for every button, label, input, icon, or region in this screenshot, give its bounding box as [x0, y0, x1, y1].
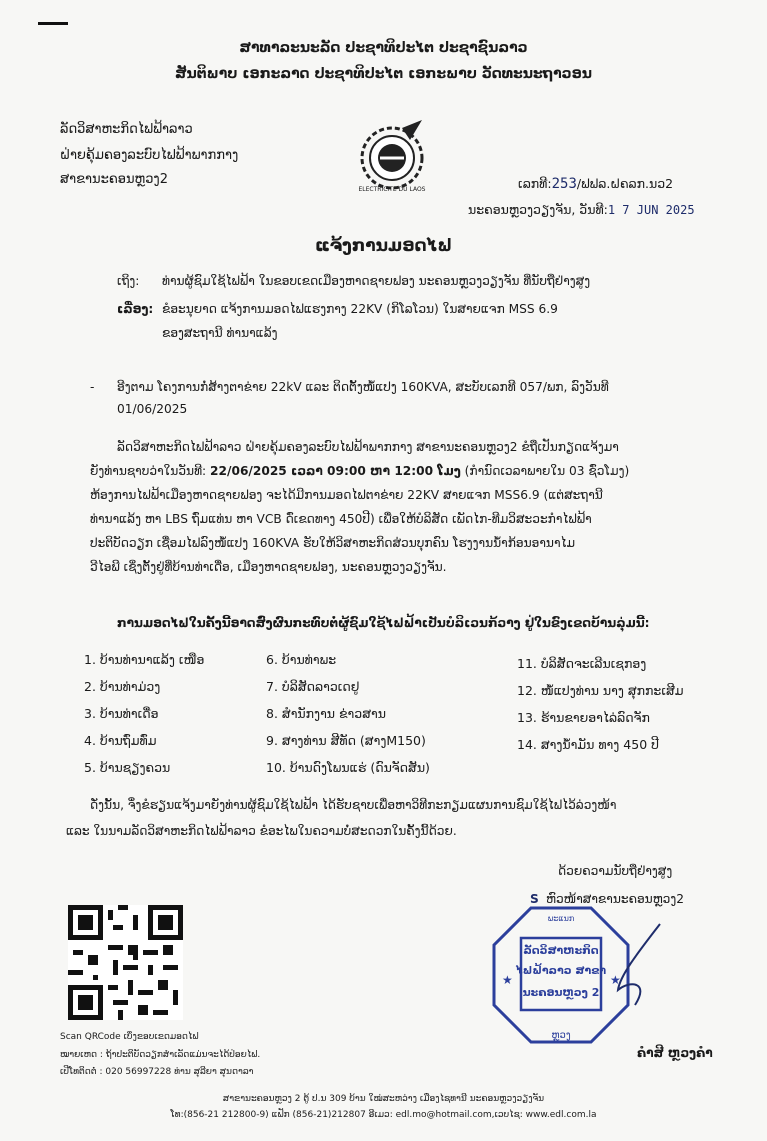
footer-contact: ໂທ:(856-21 212800-9) ແຟັກ (856-21)212807 ອີເມວ: edl.mo@hotmail.com,ເວບໄຊ: www.edl.com.la	[170, 1110, 597, 1120]
list-item: 10. ບ້ານດົງໂພນແຮ່ (ດົນຈັດສັນ)	[266, 760, 430, 775]
svg-text:★: ★	[502, 973, 513, 987]
qr-note-contact: ເປີໂທຕິດຕໍ່ : 020 56997228 ທ່ານ ສຸລີຍາ ສຸນດາລາ	[60, 1067, 254, 1077]
subject-line1: ຂໍອະນຸຍາດ ແຈ້ງການມອດໄຟແຮງກາງ 22KV (ກິໂລໂວນ) ໃນສາຍແຈກ MSS 6.9	[162, 302, 558, 316]
list-item: 6. ບ້ານທ່າພະ	[266, 652, 337, 667]
to-text: ທ່ານຜູ້ຊົມໃຊ້ໄຟຟ້າ ໃນຂອບເຂດເມືອງຫາດຊາຍຟອງ ນະຄອນຫຼວງວຽງຈັນ ທີ່ນັບຖືຢ່າງສູງ	[162, 274, 591, 288]
footer-address: ສາຂານະຄອນຫຼວງ 2 ຕູ້ ປ.ນ 309 ບ້ານ ໃໝ່ສະຫວ່າງ ເມືອງໄຊທານີ ນະຄອນຫຼວງວຽງຈັນ	[222, 1094, 545, 1104]
list-item: 1. ບ້ານທ່ານາແລ້ງ ເໜືອ	[84, 652, 205, 667]
org-department: ຝ່າຍຄຸ້ມຄອງລະບົບໄຟຟ້າພາກກາງ	[60, 148, 239, 163]
signatory-mark: S	[530, 892, 539, 906]
logo-caption: ELECTRICITE DU LAOS	[358, 186, 426, 193]
list-item: 8. ສໍານັກງານ ຂ່າວສານ	[266, 706, 386, 721]
org-name: ລັດວິສາຫະກິດໄຟຟ້າລາວ	[60, 122, 193, 137]
body-line5: ປະຕິບັດວຽກ ເຊື່ອມໄຟລົງໜໍ້ແປງ 160KVA ຮັບໃຫ້ວິສາຫະກິດສ່ວນບຸກຄົນ ໂຮງງານນໍ້າກ້ອນອານາໄມ	[90, 536, 576, 550]
list-item: 7. ບໍລິສັດລາວເດຢູ	[266, 679, 360, 694]
qr-note-remark: ໝາຍເຫດ : ຖ້າປະຕິບັດວຽກສໍາເລັດແມ່ນຈະໄດ້ປ່ອຍໄຟ.	[60, 1050, 261, 1060]
body-line2-start: ຍັງທ່ານຊາບວ່າໃນວັນທີ:	[90, 464, 211, 478]
basis-bullet: -	[90, 380, 95, 394]
reference-suffix: /ຟຟລ.ຝຄລກ.ນວ2	[576, 176, 674, 191]
national-header-line1: ສາທາລະນະລັດ ປະຊາທິປະໄຕ ປະຊາຊົນລາວ	[239, 40, 528, 56]
affected-heading: ການມອດໄຟໃນຄັ້ງນີ້ອາດສົ່ງຜົນກະທົບຕໍ່ຜູ້ຊົມໃຊ້ໄຟຟ້າເປັນບໍລິເວນກ້ວາງ ຢູ່ໃນຂົງເຂດບ້ານລຸ່ມນີ້:	[117, 616, 650, 630]
body-line6: ວີໄອພີ ເຊິ່ງຕັ້ງຢູ່ທີ່ບ້ານທ່າເດື່ອ, ເມືອງຫາດຊາຍຟອງ, ນະຄອນຫຼວງວຽງຈັນ.	[90, 560, 447, 574]
closing-line2: ແລະ ໃນນາມລັດວິສາຫະກິດໄຟຟ້າລາວ ຂໍອະໄພໃນຄວາມບໍ່ສະດວກໃນຄັ້ງນີ້ດ້ວຍ.	[66, 824, 457, 838]
stamp-line3: ນະຄອນຫຼວງ 2	[522, 986, 600, 999]
stamp-bottom-text: ຫຼວງ	[551, 1030, 571, 1041]
svg-text:★: ★	[610, 973, 621, 987]
handwritten-signature	[600, 920, 670, 1010]
list-item: 13. ຮ້ານຂາຍອາໄລ່ລົດຈັກ	[517, 710, 650, 725]
notice-title: ແຈ້ງການມອດໄຟ	[314, 236, 453, 256]
closing-line1: ດັ່ງນັ້ນ, ຈຶ່ງຂໍຮຽນແຈ້ງມາຍັງທ່ານຜູ້ຊົມໃຊ້ໄຟຟ້າ ໄດ້ຮັບຊາບເພື່ອຫາວິທີກະກຽມແຜນການຊົມໃຊ້ໄຟໄວ້ລ່ວງໜ້າ	[90, 798, 617, 812]
list-item: 11. ບໍລິສັດຈະເລີນເຊກອງ	[517, 656, 647, 671]
body-line3: ຫ້ອງການໄຟຟ້າເມືອງຫາດຊາຍຟອງ ຈະໄດ້ມີການມອດໄຟຕາຂ່າຍ 22KV ສາຍແຈກ MSS6.9 (ແຕ່ສະຖານີ	[90, 488, 603, 502]
stamp-line1: ລັດວິສາຫະກິດ	[523, 944, 599, 957]
subject-line2: ຂອງສະຖານີ ທ່ານາແລ້ງ	[162, 326, 278, 340]
stamp-line2: ໄຟຟ້າລາວ ສາຂາ	[515, 964, 607, 977]
list-item: 5. ບ້ານຊຽງຄວນ	[84, 760, 171, 775]
place-date-label: ນະຄອນຫຼວງວຽງຈັນ, ວັນທີ:	[468, 202, 608, 217]
reference-number: 253	[551, 176, 577, 192]
subject-label: ເລື່ອງ:	[117, 302, 154, 316]
basis-line1: ອີງຕາມ ໂຄງການກໍ່ສ້າງຕາຂ່າຍ 22kV ແລະ ຕິດຕັ້ງໜໍ້ແປງ 160KVA, ສະບັບເລກທີ 057/ພກ, ລົງວັນທີ	[117, 380, 609, 394]
to-label: ເຖິງ:	[117, 274, 140, 288]
list-item: 9. ສາງທ່ານ ສີທັດ (ສາງM150)	[266, 733, 426, 748]
signatory-name: ຄໍາສີ ຫຼວງຄໍາ	[637, 1046, 713, 1060]
list-item: 2. ບ້ານທ່າມ່ວງ	[84, 679, 161, 694]
list-item: 12. ໜໍ້ແປງທ່ານ ນາງ ສຸກກະເສີມ	[517, 683, 684, 698]
list-item: 4. ບ້ານຖົ່ມທົ່ມ	[84, 733, 157, 748]
outage-datetime: 22/06/2025 ເວລາ 09:00 ຫາ 12:00 ໂມງ	[210, 464, 461, 478]
notice-date: 1 7 JUN 2025	[607, 203, 695, 217]
national-header-line2: ສັນຕິພາບ ເອກະລາດ ປະຊາທິປະໄຕ ເອກະພາບ ວັດທະນະຖາວອນ	[174, 66, 593, 82]
respect-line: ດ້ວຍຄວາມນັບຖືຢ່າງສູງ	[558, 864, 673, 878]
body-line4: ທ່ານາແລ້ງ ຫາ LBS ຖົ່ມແທ່ນ ຫາ VCB ດົ່ເຂດທາງ 450ປີ) ເພື່ອໃຫ້ບໍລິສັດ ເພັດໄກ-ທີມວິສະວະກໍາໄຟຟ້າ	[90, 512, 592, 526]
qr-code-icon[interactable]	[68, 905, 183, 1020]
stamp-top-text: ພະແນກ	[547, 914, 575, 923]
outage-duration: (ກໍານົດເວລາພາຍໃນ 03 ຊົ່ວໂມງ)	[460, 464, 630, 478]
qr-note-scan: Scan QRCode ເບິ່ງຂອບເຂດມອດໄຟ	[60, 1032, 199, 1042]
list-item: 3. ບ້ານທ່າເດື່ອ	[84, 706, 159, 721]
body-line1: ລັດວິສາຫະກິດໄຟຟ້າລາວ ຝ່າຍຄຸ້ມຄອງລະບົບໄຟຟ້າພາກກາງ ສາຂານະຄອນຫຼວງ2 ຂໍຖືເປັນກຽດແຈ້ງມາ	[117, 440, 619, 454]
list-item: 14. ສາງນໍ້າມັນ ທາງ 450 ປີ	[517, 737, 659, 752]
reference-label: ເລກທີ:	[518, 176, 552, 191]
signatory-title: ຫົວໜ້າສາຂານະຄອນຫຼວງ2	[546, 892, 685, 906]
org-branch: ສາຂານະຄອນຫຼວງ2	[60, 172, 168, 187]
basis-line2: 01/06/2025	[117, 402, 188, 416]
